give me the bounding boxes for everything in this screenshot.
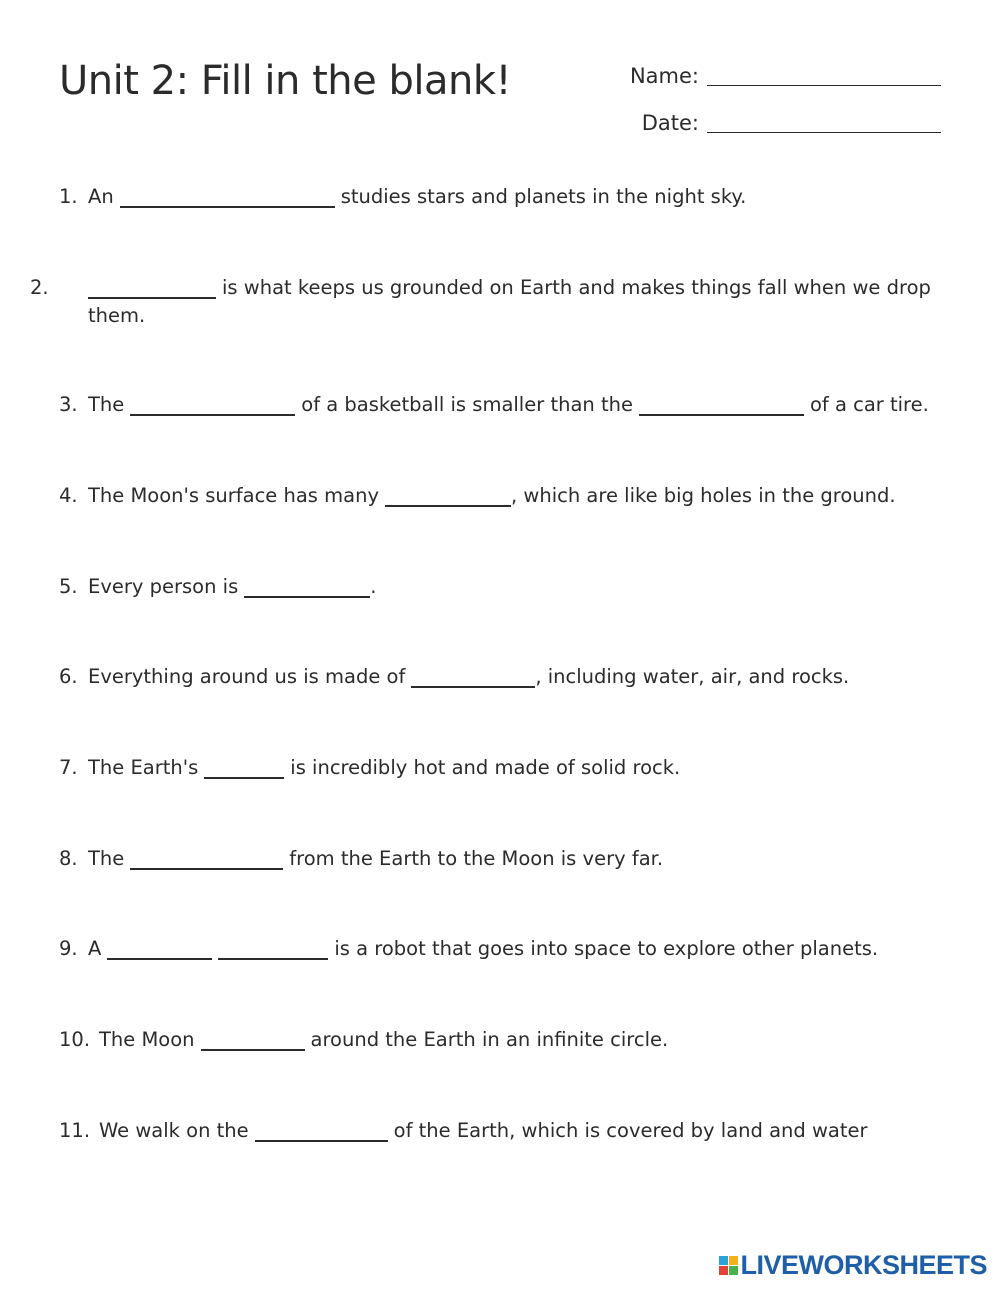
logo-text: LIVEWORKSHEETS xyxy=(740,1250,987,1280)
name-blank[interactable] xyxy=(707,84,941,86)
question-text: The Moon xyxy=(99,1028,195,1051)
answer-blank[interactable] xyxy=(201,1048,305,1051)
answer-blank[interactable] xyxy=(218,957,328,960)
date-row xyxy=(642,111,941,135)
question-text: is incredibly hot and made of solid rock. xyxy=(290,756,681,779)
date-label: Date: xyxy=(641,111,699,135)
answer-blank[interactable] xyxy=(411,685,535,688)
question-number: 2. xyxy=(30,276,49,299)
name-label: Name: xyxy=(629,64,699,88)
question-number: 7. xyxy=(59,756,78,779)
question-text: An xyxy=(88,185,114,208)
answer-blank[interactable] xyxy=(385,504,511,507)
question-text: The xyxy=(88,847,125,870)
question-7 xyxy=(59,754,680,782)
question-text: is a robot that goes into space to explore other planets. xyxy=(334,937,879,960)
answer-blank[interactable] xyxy=(88,296,216,299)
question-2 xyxy=(30,274,959,330)
answer-blank[interactable] xyxy=(130,867,283,870)
question-text: around the Earth in an infinite circle. xyxy=(310,1028,669,1051)
question-text: Every person is xyxy=(88,575,239,598)
page-title: Unit 2: Fill in the blank! xyxy=(59,58,512,104)
question-text: We walk on the xyxy=(99,1119,249,1142)
question-text: Everything around us is made of xyxy=(88,665,406,688)
answer-blank[interactable] xyxy=(244,595,370,598)
question-text: is what keeps us grounded on Earth and makes things fall when we drop them. xyxy=(88,276,931,327)
date-blank[interactable] xyxy=(707,131,941,133)
question-1 xyxy=(59,183,746,211)
question-8 xyxy=(59,845,663,873)
question-number: 6. xyxy=(59,665,78,688)
question-text: , including water, air, and rocks. xyxy=(535,665,850,688)
question-number: 4. xyxy=(59,484,78,507)
question-10 xyxy=(59,1026,668,1054)
question-5 xyxy=(59,573,376,601)
question-text: of the Earth, which is covered by land and water xyxy=(393,1119,868,1142)
question-text: The xyxy=(88,393,125,416)
question-text: . xyxy=(370,575,377,598)
question-text: The Moon's surface has many xyxy=(88,484,380,507)
question-text: A xyxy=(88,937,102,960)
question-text: of a car tire. xyxy=(809,393,929,416)
question-number: 1. xyxy=(59,185,78,208)
answer-blank[interactable] xyxy=(130,413,295,416)
question-11 xyxy=(59,1117,868,1145)
question-text: from the Earth to the Moon is very far. xyxy=(289,847,664,870)
question-number: 5. xyxy=(59,575,78,598)
question-number: 9. xyxy=(59,937,78,960)
logo-blocks-icon xyxy=(719,1256,738,1275)
name-row xyxy=(630,64,941,88)
question-3 xyxy=(59,391,929,419)
answer-blank[interactable] xyxy=(639,413,804,416)
answer-blank[interactable] xyxy=(255,1139,388,1142)
liveworksheets-logo xyxy=(719,1250,987,1281)
answer-blank[interactable] xyxy=(107,957,212,960)
question-9 xyxy=(59,935,878,963)
question-number: 8. xyxy=(59,847,78,870)
question-text: The Earth's xyxy=(88,756,199,779)
question-6 xyxy=(59,663,849,691)
question-text: studies stars and planets in the night sky. xyxy=(340,185,747,208)
answer-blank[interactable] xyxy=(204,776,284,779)
question-4 xyxy=(59,482,896,510)
answer-blank[interactable] xyxy=(120,205,335,208)
question-text: , which are like big holes in the ground. xyxy=(511,484,896,507)
question-number: 10. xyxy=(59,1028,91,1051)
question-number: 11. xyxy=(59,1119,91,1142)
question-text: of a basketball is smaller than the xyxy=(301,393,633,416)
question-number: 3. xyxy=(59,393,78,416)
